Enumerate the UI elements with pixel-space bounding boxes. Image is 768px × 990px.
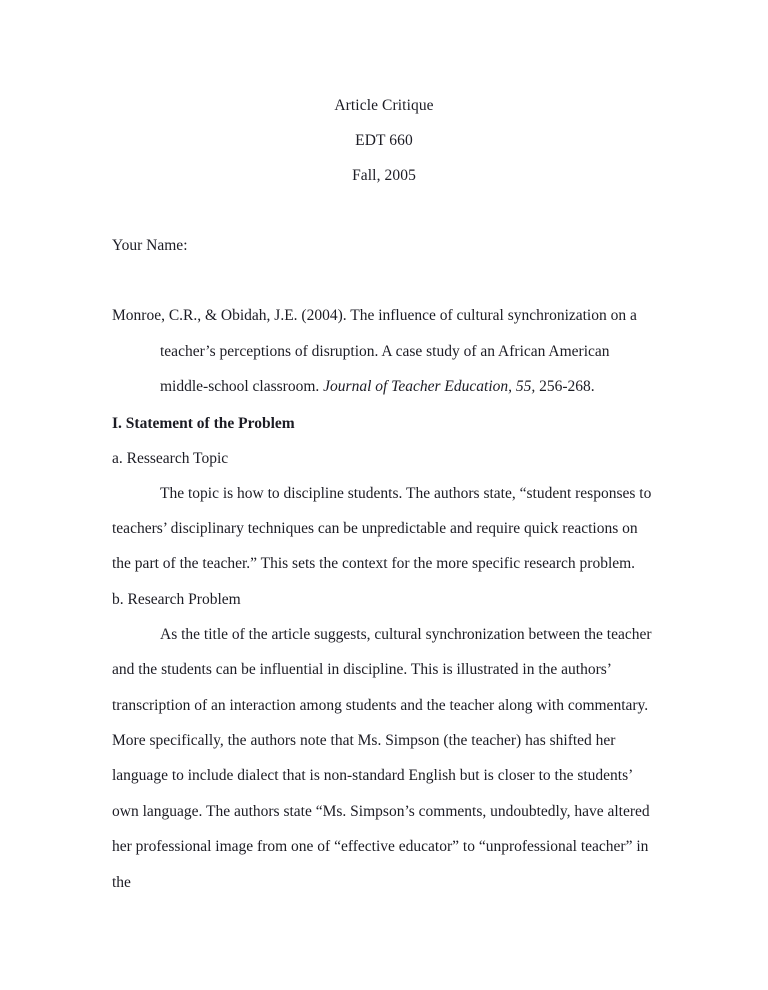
reference-citation <box>112 298 656 405</box>
paragraph-research-problem: As the title of the article suggests, cultural synchronization between the teacher and the students can be influential in discipline. This is illustrated in the authors’ transcription of an interaction among students and the teacher along with commentary. More specifically, the authors note that Ms. Simpson (the teacher) has shifted her language to include dialect that is non-standard English but is closer to the students’ own language. The authors state “Ms. Simpson’s comments, undoubtedly, have altered her professional image from one of “effective educator” to “unprofessional teacher” in the <box>112 625 652 891</box>
subsection-heading-a: a. Ressearch Topic <box>112 449 229 467</box>
name-field-label: Your Name: <box>112 237 188 254</box>
subsection-heading-b: b. Research Problem <box>112 590 241 608</box>
citation-text: Monroe, C.R., & Obidah, J.E. (2004). The influence of cultural synchronization on a teacher’s perceptions of disruption. A case study of an African American middle-school classroom. <box>112 307 637 395</box>
document-content-column <box>112 0 656 900</box>
term-label: Fall, 2005 <box>352 167 416 184</box>
document-title: Article Critique <box>334 97 434 114</box>
section-heading-1: I. Statement of the Problem <box>112 414 295 432</box>
paragraph-research-topic: The topic is how to discipline students. The authors state, “student responses to teachers’ disciplinary techniques can be unpredictable and require quick reactions on the part of the teacher.” This sets the context for the more specific research problem. <box>112 484 652 573</box>
citation-journal-title: Journal of Teacher Education, 55, <box>323 378 536 395</box>
citation-page-range: 256-268. <box>535 378 595 395</box>
title-block <box>112 88 656 193</box>
course-code: EDT 660 <box>355 132 413 149</box>
